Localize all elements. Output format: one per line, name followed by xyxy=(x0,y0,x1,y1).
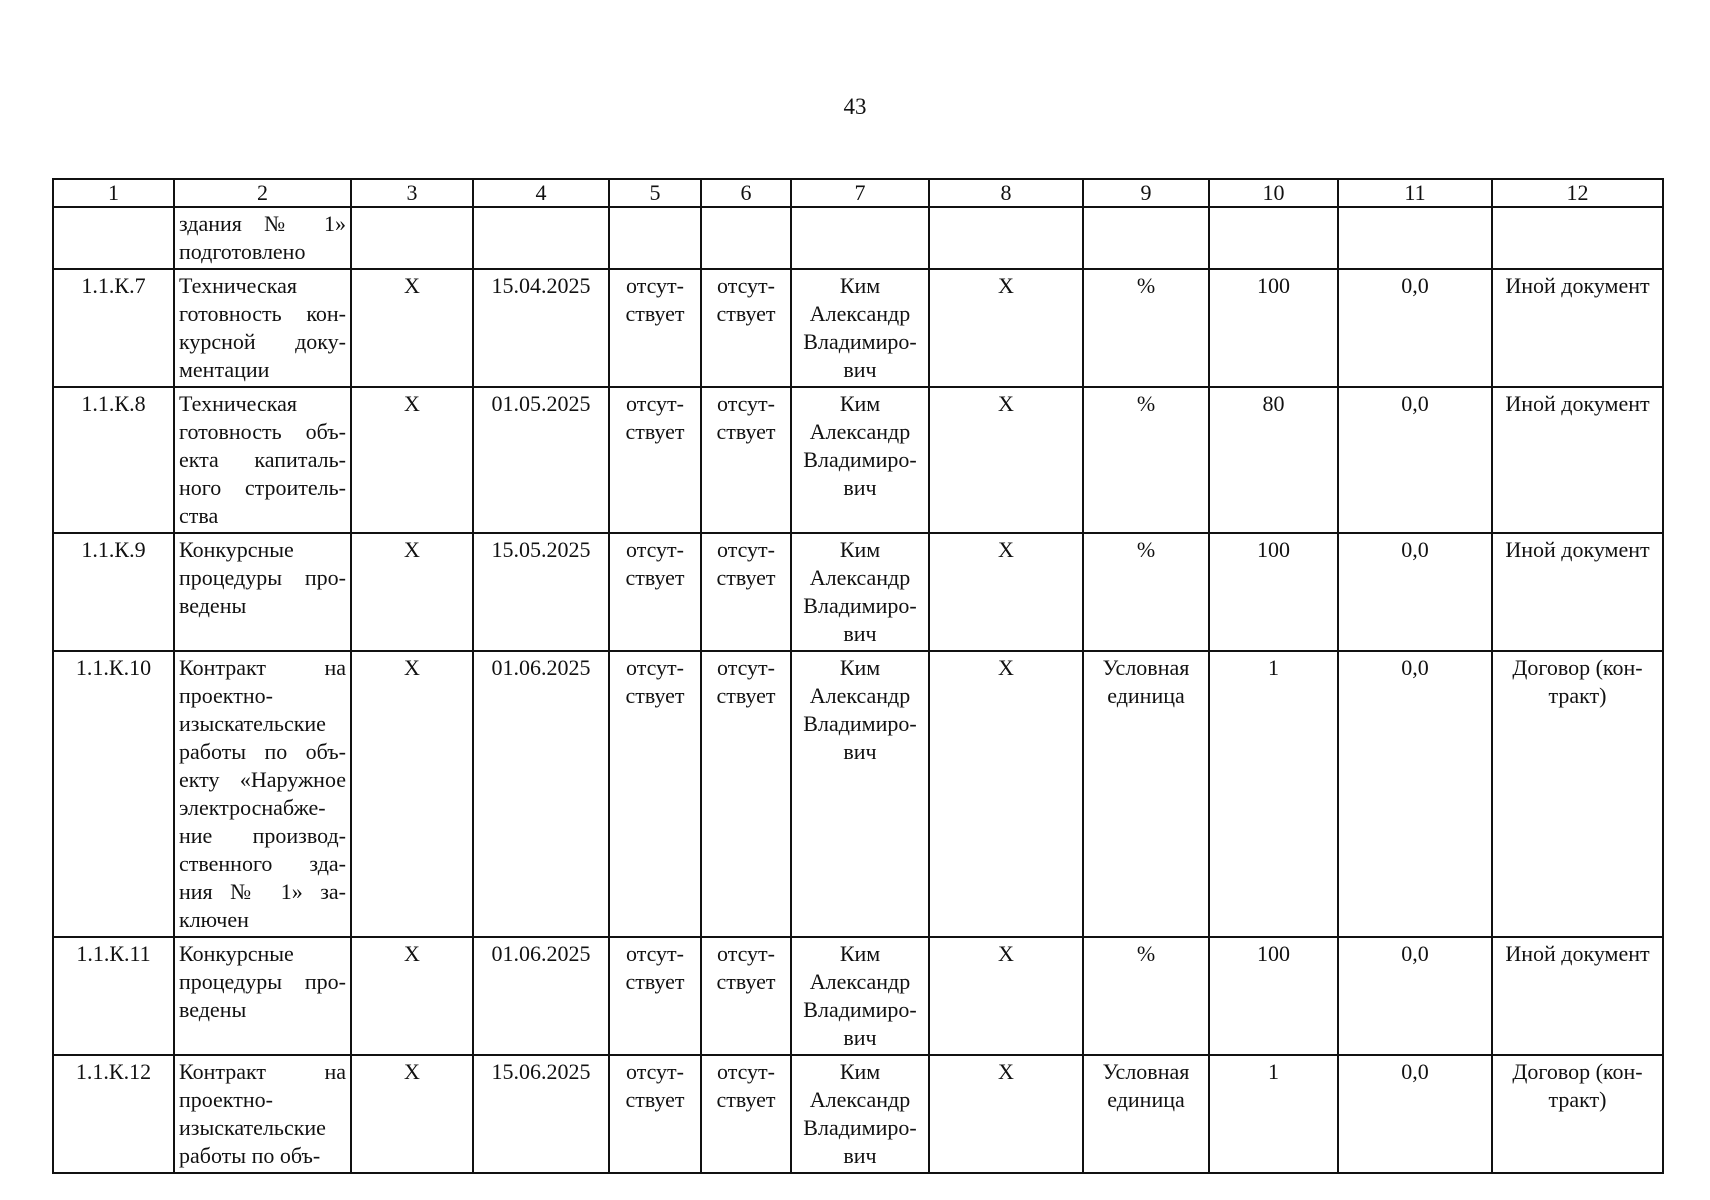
cell-col5: отсут- ствует xyxy=(609,269,701,387)
column-header-2: 2 xyxy=(174,179,351,207)
column-header-4: 4 xyxy=(473,179,609,207)
cell-date xyxy=(473,207,609,269)
cell-col6: отсут- ствует xyxy=(701,533,791,651)
description-line: ного строитель- xyxy=(179,475,346,500)
cell-col6 xyxy=(701,207,791,269)
description-line: Техническая xyxy=(179,273,298,298)
cell-doc-type: Иной документ xyxy=(1492,269,1663,387)
description-line: Контракт на xyxy=(179,1059,346,1084)
column-header-11: 11 xyxy=(1338,179,1492,207)
cell-col8: Х xyxy=(929,387,1083,533)
description-line: екту «Наружное xyxy=(179,767,346,792)
cell-col8: Х xyxy=(929,937,1083,1055)
cell-responsible: Ким Александр Владимиро- вич xyxy=(791,269,929,387)
cell-col11: 0,0 xyxy=(1338,1055,1492,1173)
cell-description xyxy=(174,387,351,533)
description-line: екта капиталь- xyxy=(179,447,346,472)
table-row xyxy=(53,533,1663,651)
cell-id xyxy=(53,207,174,269)
column-header-7: 7 xyxy=(791,179,929,207)
description-line: Конкурсные xyxy=(179,941,294,966)
cell-description xyxy=(174,269,351,387)
column-header-9: 9 xyxy=(1083,179,1209,207)
table-header-row xyxy=(53,179,1663,207)
cell-col6: отсут- ствует xyxy=(701,651,791,937)
cell-col6: отсут- ствует xyxy=(701,269,791,387)
description-line: ключен xyxy=(179,907,249,932)
description-line: подготовлено xyxy=(179,239,306,264)
description-line: проектно- xyxy=(179,1087,273,1112)
cell-description xyxy=(174,1055,351,1173)
cell-value: 80 xyxy=(1209,387,1338,533)
cell-col3: Х xyxy=(351,533,473,651)
cell-col11 xyxy=(1338,207,1492,269)
cell-responsible: Ким Александр Владимиро- вич xyxy=(791,533,929,651)
cell-col11: 0,0 xyxy=(1338,937,1492,1055)
description-line: готовность кон- xyxy=(179,301,346,326)
cell-responsible: Ким Александр Владимиро- вич xyxy=(791,651,929,937)
cell-date: 01.05.2025 xyxy=(473,387,609,533)
cell-col11: 0,0 xyxy=(1338,387,1492,533)
cell-col5 xyxy=(609,207,701,269)
cell-unit: % xyxy=(1083,533,1209,651)
cell-col3: Х xyxy=(351,269,473,387)
continuation-row xyxy=(53,207,1663,269)
cell-description xyxy=(174,937,351,1055)
description-line: Конкурсные xyxy=(179,537,294,562)
cell-id: 1.1.К.8 xyxy=(53,387,174,533)
cell-col3: Х xyxy=(351,1055,473,1173)
description-line: изыскательские xyxy=(179,711,326,736)
column-header-5: 5 xyxy=(609,179,701,207)
cell-doc-type: Иной документ xyxy=(1492,387,1663,533)
cell-id: 1.1.К.11 xyxy=(53,937,174,1055)
cell-description xyxy=(174,533,351,651)
cell-id: 1.1.К.12 xyxy=(53,1055,174,1173)
cell-date: 15.05.2025 xyxy=(473,533,609,651)
description-line: курсной доку- xyxy=(179,329,346,354)
cell-date: 01.06.2025 xyxy=(473,937,609,1055)
description-line: ственного зда- xyxy=(179,851,346,876)
cell-unit: % xyxy=(1083,269,1209,387)
cell-unit: Условная единица xyxy=(1083,1055,1209,1173)
cell-col6: отсут- ствует xyxy=(701,1055,791,1173)
table-body xyxy=(53,207,1663,1173)
column-header-1: 1 xyxy=(53,179,174,207)
cell-col8: Х xyxy=(929,533,1083,651)
cell-col8: Х xyxy=(929,269,1083,387)
cell-col5: отсут- ствует xyxy=(609,651,701,937)
description-line: здания № 1» xyxy=(179,211,346,236)
column-header-8: 8 xyxy=(929,179,1083,207)
cell-value: 100 xyxy=(1209,269,1338,387)
cell-unit: % xyxy=(1083,937,1209,1055)
column-header-12: 12 xyxy=(1492,179,1663,207)
cell-doc-type: Договор (кон- тракт) xyxy=(1492,651,1663,937)
cell-col11: 0,0 xyxy=(1338,651,1492,937)
cell-value: 1 xyxy=(1209,651,1338,937)
description-line: проектно- xyxy=(179,683,273,708)
description-line: ния № 1» за- xyxy=(179,879,346,904)
cell-col3: Х xyxy=(351,387,473,533)
description-line: ние производ- xyxy=(179,823,346,848)
cell-date: 01.06.2025 xyxy=(473,651,609,937)
cell-date: 15.04.2025 xyxy=(473,269,609,387)
cell-value: 100 xyxy=(1209,937,1338,1055)
cell-col5: отсут- ствует xyxy=(609,1055,701,1173)
description-line: работы по объ- xyxy=(179,1143,321,1168)
cell-col8 xyxy=(929,207,1083,269)
description-line: ства xyxy=(179,503,219,528)
table-row xyxy=(53,1055,1663,1173)
page-number: 43 xyxy=(843,94,867,119)
cell-doc-type xyxy=(1492,207,1663,269)
description-line: ментации xyxy=(179,357,270,382)
cell-col11: 0,0 xyxy=(1338,533,1492,651)
cell-id: 1.1.К.9 xyxy=(53,533,174,651)
cell-col3: Х xyxy=(351,651,473,937)
cell-responsible: Ким Александр Владимиро- вич xyxy=(791,1055,929,1173)
cell-col8: Х xyxy=(929,651,1083,937)
cell-col5: отсут- ствует xyxy=(609,533,701,651)
description-line: Контракт на xyxy=(179,655,346,680)
cell-id: 1.1.К.10 xyxy=(53,651,174,937)
description-line: Техническая xyxy=(179,391,298,416)
cell-col3 xyxy=(351,207,473,269)
control-points-table xyxy=(52,178,1664,1174)
table-row xyxy=(53,937,1663,1055)
description-line: изыскательские xyxy=(179,1115,326,1140)
cell-description xyxy=(174,207,351,269)
cell-responsible: Ким Александр Владимиро- вич xyxy=(791,937,929,1055)
cell-unit: % xyxy=(1083,387,1209,533)
cell-unit: Условная единица xyxy=(1083,651,1209,937)
cell-responsible: Ким Александр Владимиро- вич xyxy=(791,387,929,533)
description-line: работы по объ- xyxy=(179,739,346,764)
cell-value: 100 xyxy=(1209,533,1338,651)
cell-col5: отсут- ствует xyxy=(609,387,701,533)
column-header-6: 6 xyxy=(701,179,791,207)
table-row xyxy=(53,269,1663,387)
cell-col8: Х xyxy=(929,1055,1083,1173)
cell-doc-type: Договор (кон- тракт) xyxy=(1492,1055,1663,1173)
cell-col11: 0,0 xyxy=(1338,269,1492,387)
cell-description xyxy=(174,651,351,937)
cell-responsible xyxy=(791,207,929,269)
table-row xyxy=(53,387,1663,533)
cell-value xyxy=(1209,207,1338,269)
description-line: процедуры про- xyxy=(179,969,346,994)
column-header-3: 3 xyxy=(351,179,473,207)
cell-col3: Х xyxy=(351,937,473,1055)
description-line: готовность объ- xyxy=(179,419,346,444)
cell-doc-type: Иной документ xyxy=(1492,533,1663,651)
column-header-10: 10 xyxy=(1209,179,1338,207)
cell-col6: отсут- ствует xyxy=(701,387,791,533)
cell-unit xyxy=(1083,207,1209,269)
cell-col6: отсут- ствует xyxy=(701,937,791,1055)
description-line: электроснабже- xyxy=(179,795,326,820)
cell-value: 1 xyxy=(1209,1055,1338,1173)
description-line: ведены xyxy=(179,593,247,618)
description-line: ведены xyxy=(179,997,247,1022)
table-row xyxy=(53,651,1663,937)
cell-date: 15.06.2025 xyxy=(473,1055,609,1173)
cell-doc-type: Иной документ xyxy=(1492,937,1663,1055)
description-line: процедуры про- xyxy=(179,565,346,590)
cell-col5: отсут- ствует xyxy=(609,937,701,1055)
cell-id: 1.1.К.7 xyxy=(53,269,174,387)
